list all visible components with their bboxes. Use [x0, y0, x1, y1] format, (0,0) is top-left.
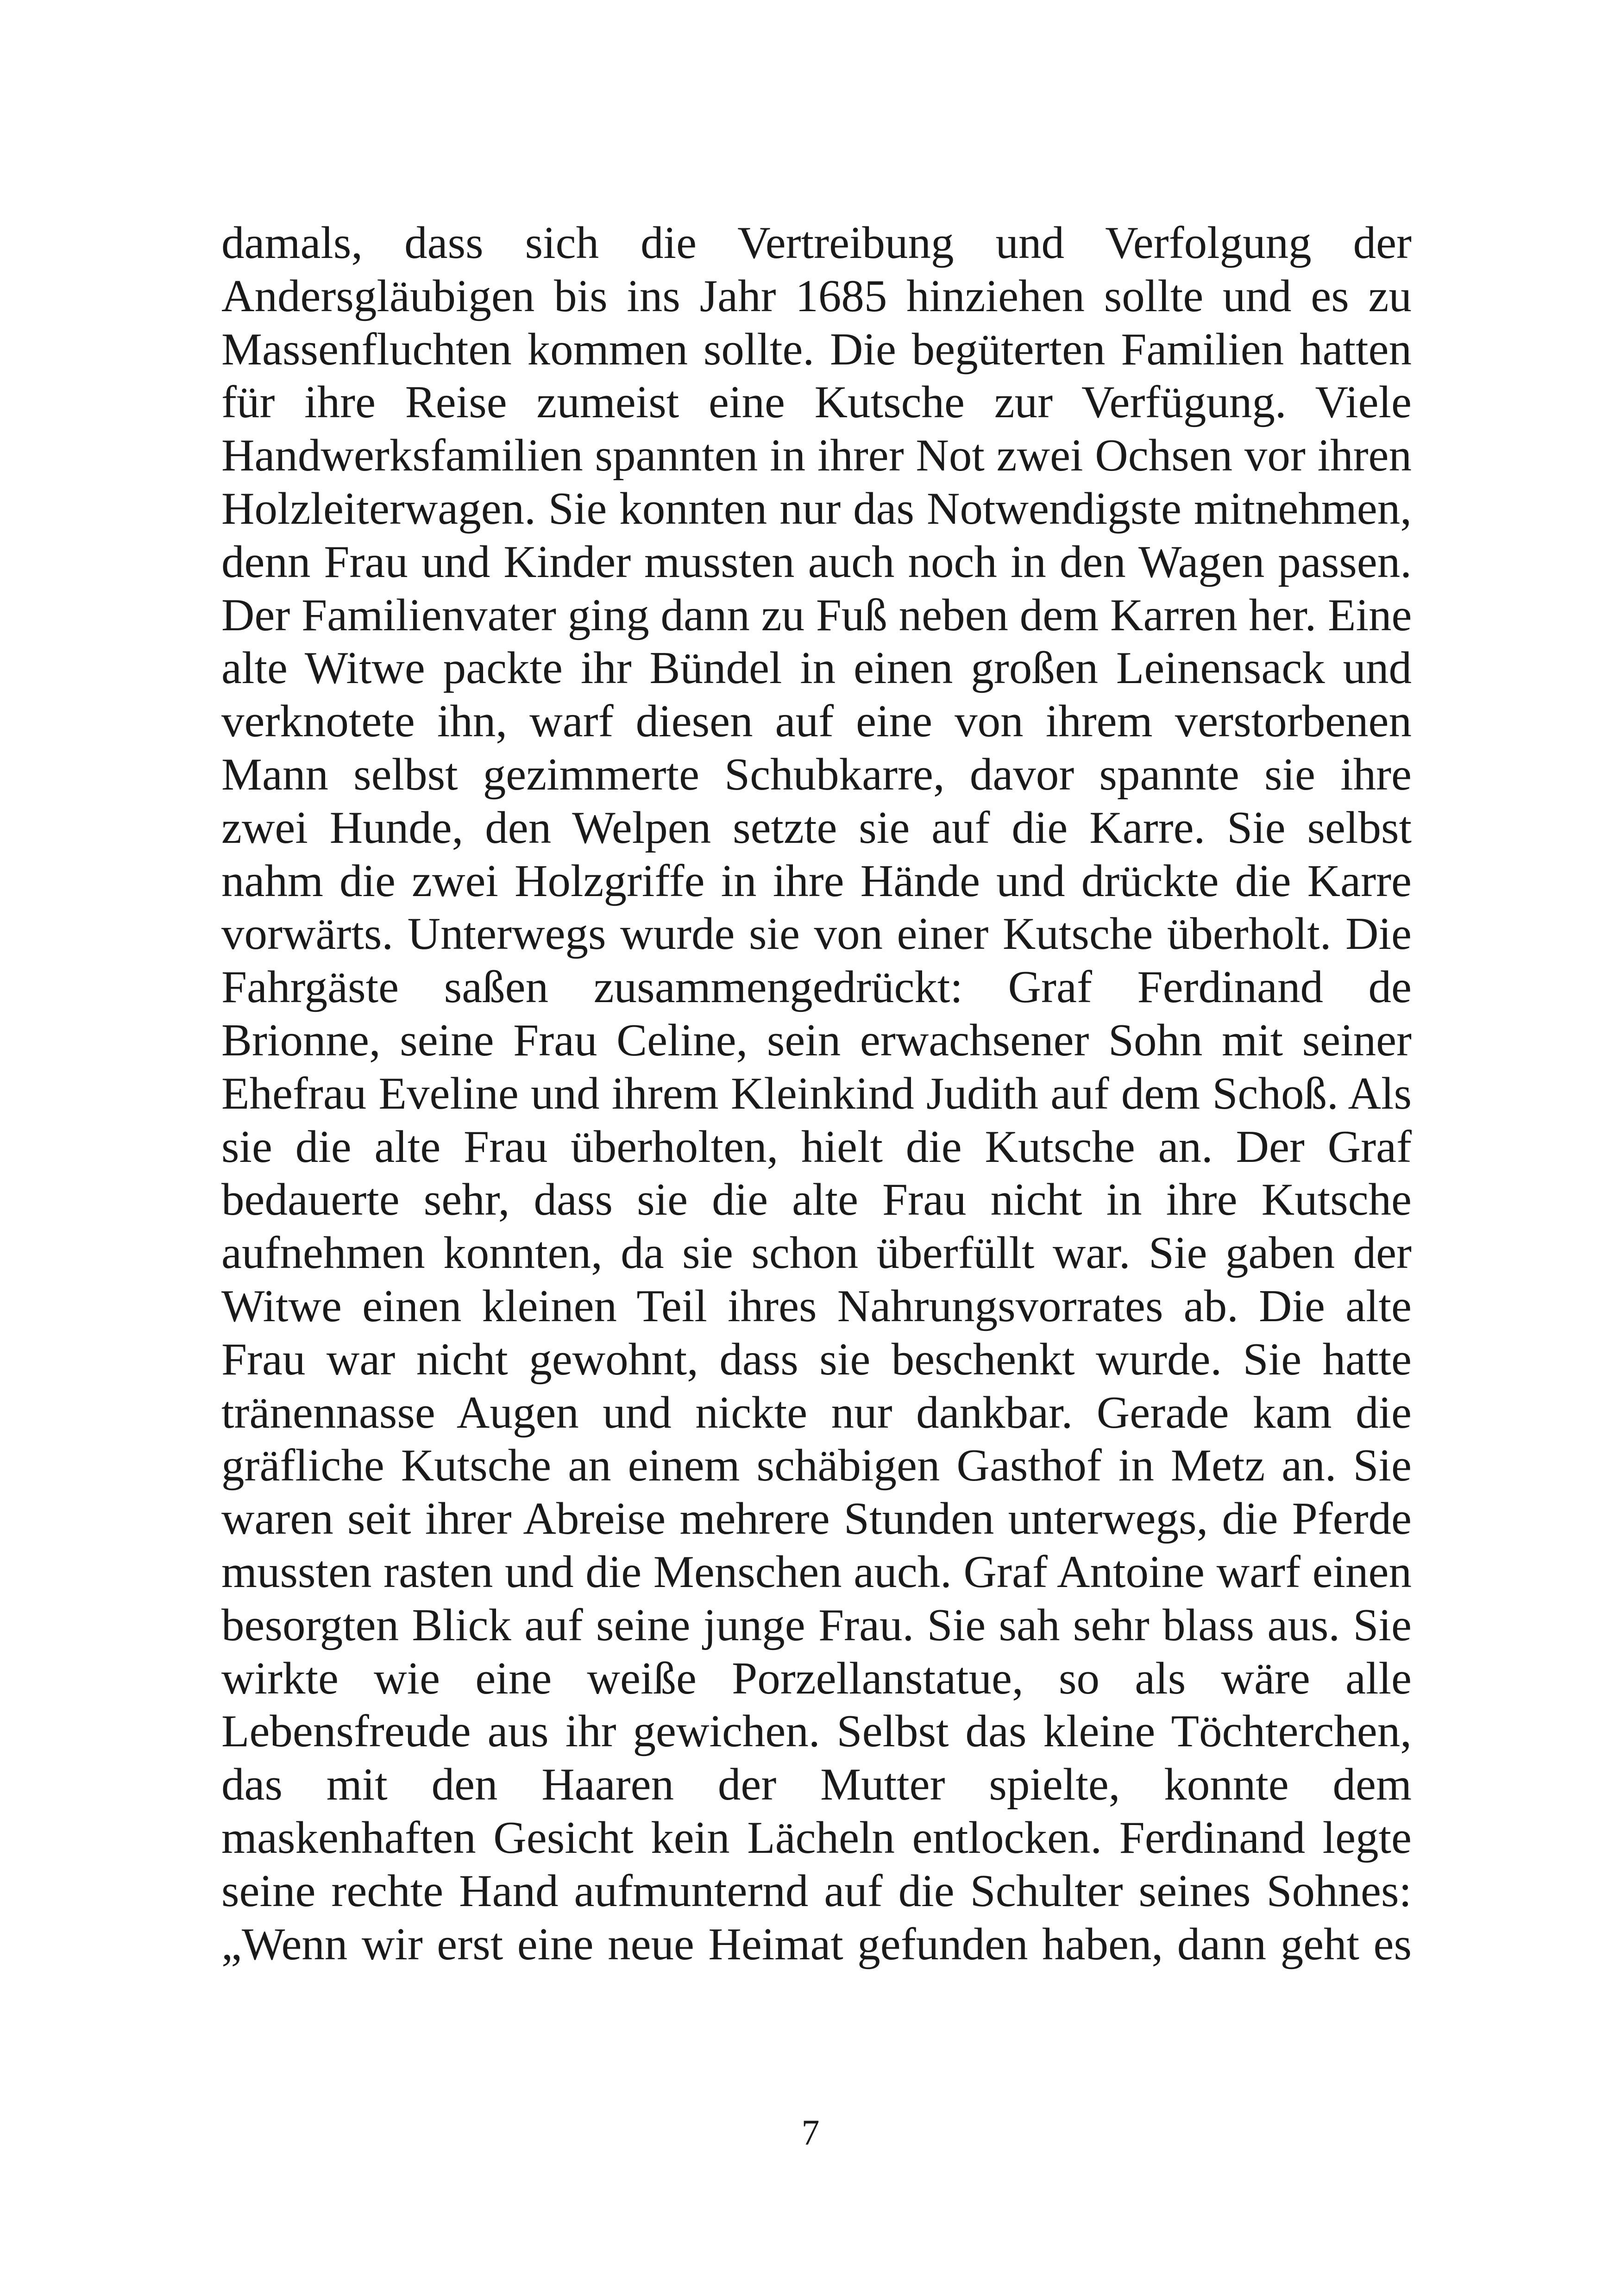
text-line: Lebensfreude aus ihr gewichen. Selbst das kleine Töchterchen,: [221, 1706, 1412, 1757]
text-line: Ehefrau Eveline und ihrem Kleinkind Judith auf dem Schoß. Als: [221, 1068, 1412, 1119]
text-line: alte Witwe packte ihr Bündel in einen großen Leinensack und: [221, 643, 1412, 694]
text-line: zwei Hunde, den Welpen setzte sie auf die Karre. Sie selbst: [221, 802, 1412, 853]
text-line: damals, dass sich die Vertreibung und Verfolgung der: [221, 218, 1412, 268]
text-line: sie die alte Frau überholten, hielt die Kutsche an. Der Graf: [221, 1121, 1412, 1172]
text-line: Fahrgäste saßen zusammengedrückt: Graf Ferdinand de: [221, 962, 1412, 1013]
text-line: Witwe einen kleinen Teil ihres Nahrungsvorrates ab. Die alte: [221, 1280, 1412, 1331]
text-line: verknotete ihn, warf diesen auf eine von ihrem verstorbenen: [221, 696, 1412, 747]
text-line: wirkte wie eine weiße Porzellanstatue, so als wäre alle: [221, 1653, 1412, 1704]
text-line: gräfliche Kutsche an einem schäbigen Gasthof in Metz an. Sie: [221, 1440, 1412, 1491]
page-number: 7: [801, 2112, 820, 2152]
text-line: tränennasse Augen und nickte nur dankbar. Gerade kam die: [221, 1387, 1412, 1438]
text-line: Mann selbst gezimmerte Schubkarre, davor spannte sie ihre: [221, 749, 1412, 800]
text-line: waren seit ihrer Abreise mehrere Stunden unterwegs, die Pferde: [221, 1493, 1412, 1544]
text-line: vorwärts. Unterwegs wurde sie von einer Kutsche überholt. Die: [221, 909, 1412, 960]
text-line: Massenfluchten kommen sollte. Die begüterten Familien hatten: [221, 324, 1412, 375]
text-line: Handwerksfamilien spannten in ihrer Not zwei Ochsen vor ihren: [221, 430, 1412, 481]
text-line: für ihre Reise zumeist eine Kutsche zur Verfügung. Viele: [221, 377, 1412, 428]
text-line: maskenhaften Gesicht kein Lächeln entlocken. Ferdinand legte: [221, 1812, 1412, 1863]
text-line: nahm die zwei Holzgriffe in ihre Hände und drückte die Karre: [221, 855, 1412, 906]
text-line: denn Frau und Kinder mussten auch noch in den Wagen passen.: [221, 536, 1412, 587]
text-line: Brionne, seine Frau Celine, sein erwachsener Sohn mit seiner: [221, 1015, 1412, 1066]
text-line: seine rechte Hand aufmunternd auf die Schulter seines Sohnes:: [221, 1865, 1412, 1916]
text-line: bedauerte sehr, dass sie die alte Frau nicht in ihre Kutsche: [221, 1174, 1412, 1225]
text-line: Holzleiterwagen. Sie konnten nur das Notwendigste mitnehmen,: [221, 483, 1412, 534]
text-line: Andersgläubigen bis ins Jahr 1685 hinziehen sollte und es zu: [221, 270, 1412, 321]
text-line: das mit den Haaren der Mutter spielte, konnte dem: [221, 1759, 1412, 1810]
body-text: [221, 217, 1412, 1971]
text-line: Der Familienvater ging dann zu Fuß neben dem Karren her. Eine: [221, 590, 1412, 640]
text-line: Frau war nicht gewohnt, dass sie beschenkt wurde. Sie hatte: [221, 1334, 1412, 1385]
text-line: mussten rasten und die Menschen auch. Graf Antoine warf einen: [221, 1546, 1412, 1597]
text-line: besorgten Blick auf seine junge Frau. Sie sah sehr blass aus. Sie: [221, 1600, 1412, 1650]
text-line: aufnehmen konnten, da sie schon überfüllt war. Sie gaben der: [221, 1228, 1412, 1279]
text-line: „Wenn wir erst eine neue Heimat gefunden haben, dann geht es: [221, 1919, 1412, 1970]
